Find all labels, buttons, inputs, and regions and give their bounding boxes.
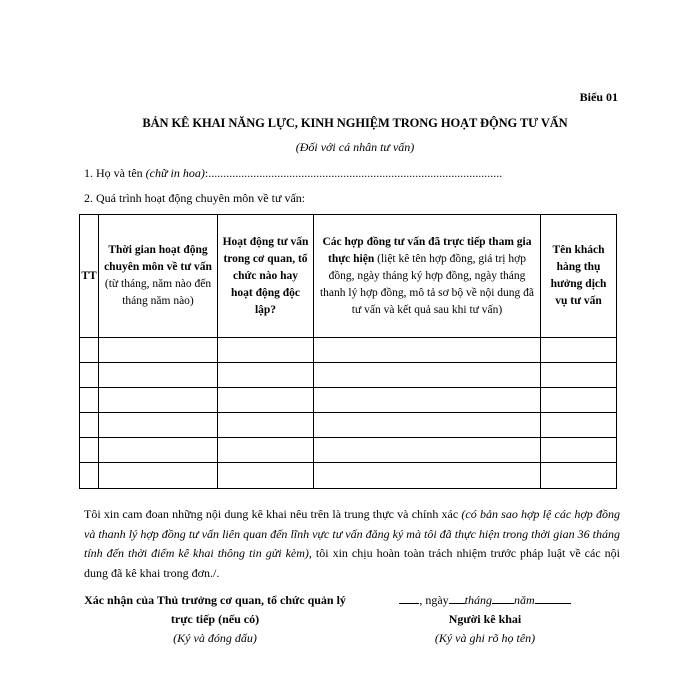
table-cell — [314, 338, 541, 363]
table-cell — [218, 388, 314, 413]
header-client: Tên khách hàng thụ hưởng dịch vụ tư vấn — [541, 215, 617, 338]
table-cell — [80, 363, 99, 388]
name-field — [84, 166, 502, 181]
table-cell — [218, 338, 314, 363]
document-subtitle: (Đối với cá nhân tư vấn) — [295, 140, 415, 154]
table-row — [80, 438, 617, 463]
table-cell — [218, 413, 314, 438]
activity-field-label: 2. Quá trình hoạt động chuyên môn về tư vấn: — [84, 191, 306, 205]
table-cell — [541, 338, 617, 363]
table-cell — [80, 463, 99, 489]
table-cell — [218, 438, 314, 463]
header-time: Thời gian hoạt động chuyên môn về tư vấn (từ tháng, năm nào đến tháng năm nào) — [99, 215, 218, 338]
declarant-title: Người kê khai — [448, 612, 522, 626]
table-cell — [541, 463, 617, 489]
table-cell — [541, 413, 617, 438]
table-row — [80, 463, 617, 489]
table-cell — [80, 413, 99, 438]
document-title: BẢN KÊ KHAI NĂNG LỰC, KINH NGHIỆM TRONG HOẠT ĐỘNG TƯ VẤN — [142, 116, 568, 130]
header-organization: Hoạt động tư vấn trong cơ quan, tổ chức nào hay hoạt động độc lập? — [218, 215, 314, 338]
table-row — [80, 413, 617, 438]
declarant-signature-note: (Ký và ghi rõ họ tên) — [434, 631, 536, 645]
table-row — [80, 363, 617, 388]
table-cell — [99, 438, 218, 463]
form-code: Biểu 01 — [579, 90, 618, 104]
table-cell — [314, 363, 541, 388]
table-cell — [80, 338, 99, 363]
declaration-statement: Tôi xin cam đoan những nội dung kê khai nêu trên là trung thực và chính xác (có bản sao hợp lệ các hợp đồng và thanh lý hợp đồng tư vấn liên quan đến lĩnh vực tư vấn đăng ký mà tôi đã thực hiện trong thời gian 36 tháng tính đến thời điểm kê khai thông tin gửi kèm), tôi xin chịu hoàn toàn trách nhiệm trước pháp luật về các nội dung đã kê khai trong đơn./. — [84, 507, 620, 580]
date-line: , ngày tháng năm — [370, 591, 600, 610]
name-field-label: 1. Họ và tên — [84, 166, 146, 180]
table-cell — [99, 338, 218, 363]
supervisor-signature-note: (Ký và đóng dấu) — [173, 631, 257, 645]
header-contracts: Các hợp đồng tư vấn đã trực tiếp tham gia thực hiện (liệt kê tên hợp đồng, giá trị hợp đồng, ngày tháng ký hợp đồng, ngày tháng thanh lý hợp đồng, mô tả sơ bộ về nội dung đã tư vấn và kết quả sau khi tư vấn) — [314, 215, 541, 338]
activity-table — [79, 214, 617, 489]
table-header-row — [80, 215, 617, 338]
supervisor-confirmation-title: Xác nhận của Thủ trưởng cơ quan, tổ chức quản lý trực tiếp (nếu có) — [84, 593, 346, 626]
table-cell — [314, 463, 541, 489]
table-cell — [99, 463, 218, 489]
table-body — [80, 338, 617, 489]
table-row — [80, 388, 617, 413]
table-cell — [541, 388, 617, 413]
table-cell — [80, 438, 99, 463]
name-field-dots: :.................................................................................................. — [204, 166, 503, 180]
name-field-hint: (chữ in hoa) — [145, 166, 205, 180]
table-cell — [99, 413, 218, 438]
table-row — [80, 338, 617, 363]
table-cell — [99, 363, 218, 388]
table-cell — [218, 363, 314, 388]
supervisor-confirmation — [80, 591, 350, 648]
table-cell — [314, 413, 541, 438]
table-cell — [541, 363, 617, 388]
table-cell — [314, 388, 541, 413]
table-cell — [541, 438, 617, 463]
declarant-signature — [370, 591, 600, 648]
header-tt: TT — [80, 215, 99, 338]
table-cell — [99, 388, 218, 413]
table-cell — [218, 463, 314, 489]
table-cell — [80, 388, 99, 413]
table-cell — [314, 438, 541, 463]
